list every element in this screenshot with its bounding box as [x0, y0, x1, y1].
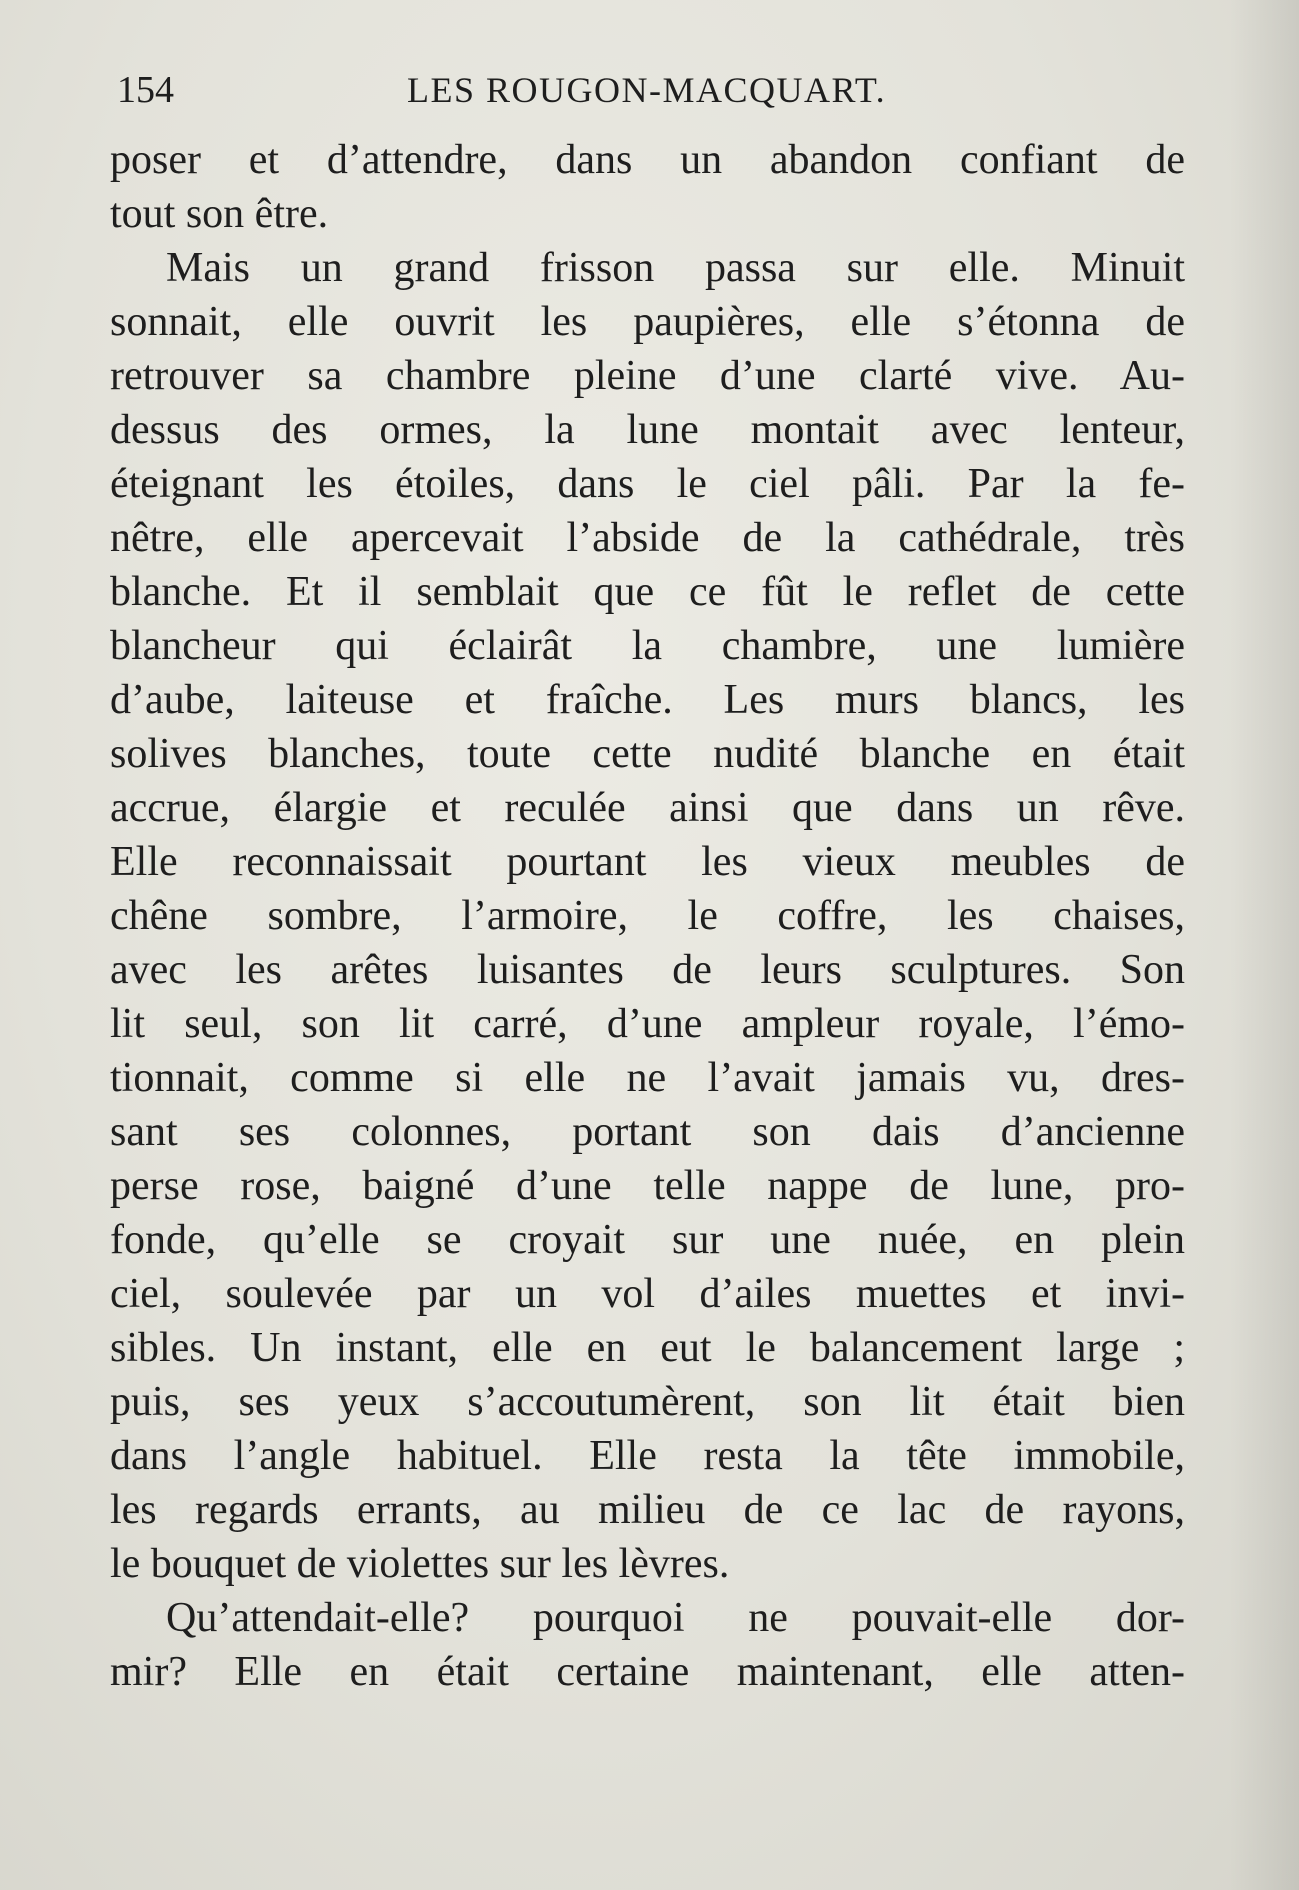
text-line: retrouver sa chambre pleine d’une clarté vive. Au-: [110, 353, 1185, 399]
text-line: sonnait, elle ouvrit les paupières, elle s’étonna de: [110, 299, 1185, 345]
text-line: Qu’attendait-elle? pourquoi ne pouvait-elle dor-: [166, 1595, 1185, 1641]
text-line: fonde, qu’elle se croyait sur une nuée, en plein: [110, 1217, 1185, 1263]
text-line: les regards errants, au milieu de ce lac de rayons,: [110, 1487, 1185, 1533]
text-line: éteignant les étoiles, dans le ciel pâli. Par la fe-: [110, 461, 1185, 507]
text-line: nêtre, elle apercevait l’abside de la cathédrale, très: [110, 515, 1185, 561]
text-line: Mais un grand frisson passa sur elle. Minuit: [166, 245, 1185, 291]
text-line: perse rose, baigné d’une telle nappe de lune, pro-: [110, 1163, 1185, 1209]
body-text: [110, 133, 1185, 1699]
text-line: sant ses colonnes, portant son dais d’ancienne: [110, 1109, 1185, 1155]
text-line: dessus des ormes, la lune montait avec lenteur,: [110, 407, 1185, 453]
text-line: mir? Elle en était certaine maintenant, elle atten-: [110, 1649, 1185, 1695]
text-line: d’aube, laiteuse et fraîche. Les murs blancs, les: [110, 677, 1185, 723]
text-line: tout son être.: [110, 191, 329, 237]
text-line: sibles. Un instant, elle en eut le balancement large ;: [110, 1325, 1185, 1371]
text-line: blancheur qui éclairât la chambre, une lumière: [110, 623, 1185, 669]
text-line: tionnait, comme si elle ne l’avait jamais vu, dres-: [110, 1055, 1185, 1101]
page-number: 154: [117, 69, 174, 111]
text-line: Elle reconnaissait pourtant les vieux meubles de: [110, 839, 1185, 885]
text-line: puis, ses yeux s’accoutumèrent, son lit était bien: [110, 1379, 1185, 1425]
text-line: poser et d’attendre, dans un abandon confiant de: [110, 137, 1185, 183]
text-line: lit seul, son lit carré, d’une ampleur royale, l’émo-: [110, 1001, 1185, 1047]
text-line: chêne sombre, l’armoire, le coffre, les chaises,: [110, 893, 1185, 939]
text-line: blanche. Et il semblait que ce fût le reflet de cette: [110, 569, 1185, 615]
text-line: le bouquet de violettes sur les lèvres.: [110, 1541, 730, 1587]
running-title: LES ROUGON-MACQUART.: [407, 70, 887, 110]
text-line: ciel, soulevée par un vol d’ailes muettes et invi-: [110, 1271, 1185, 1317]
text-line: dans l’angle habituel. Elle resta la tête immobile,: [110, 1433, 1185, 1479]
text-line: accrue, élargie et reculée ainsi que dans un rêve.: [110, 785, 1185, 831]
text-line: avec les arêtes luisantes de leurs sculptures. Son: [110, 947, 1185, 993]
text-line: solives blanches, toute cette nudité blanche en était: [110, 731, 1185, 777]
running-header: [117, 60, 1177, 120]
